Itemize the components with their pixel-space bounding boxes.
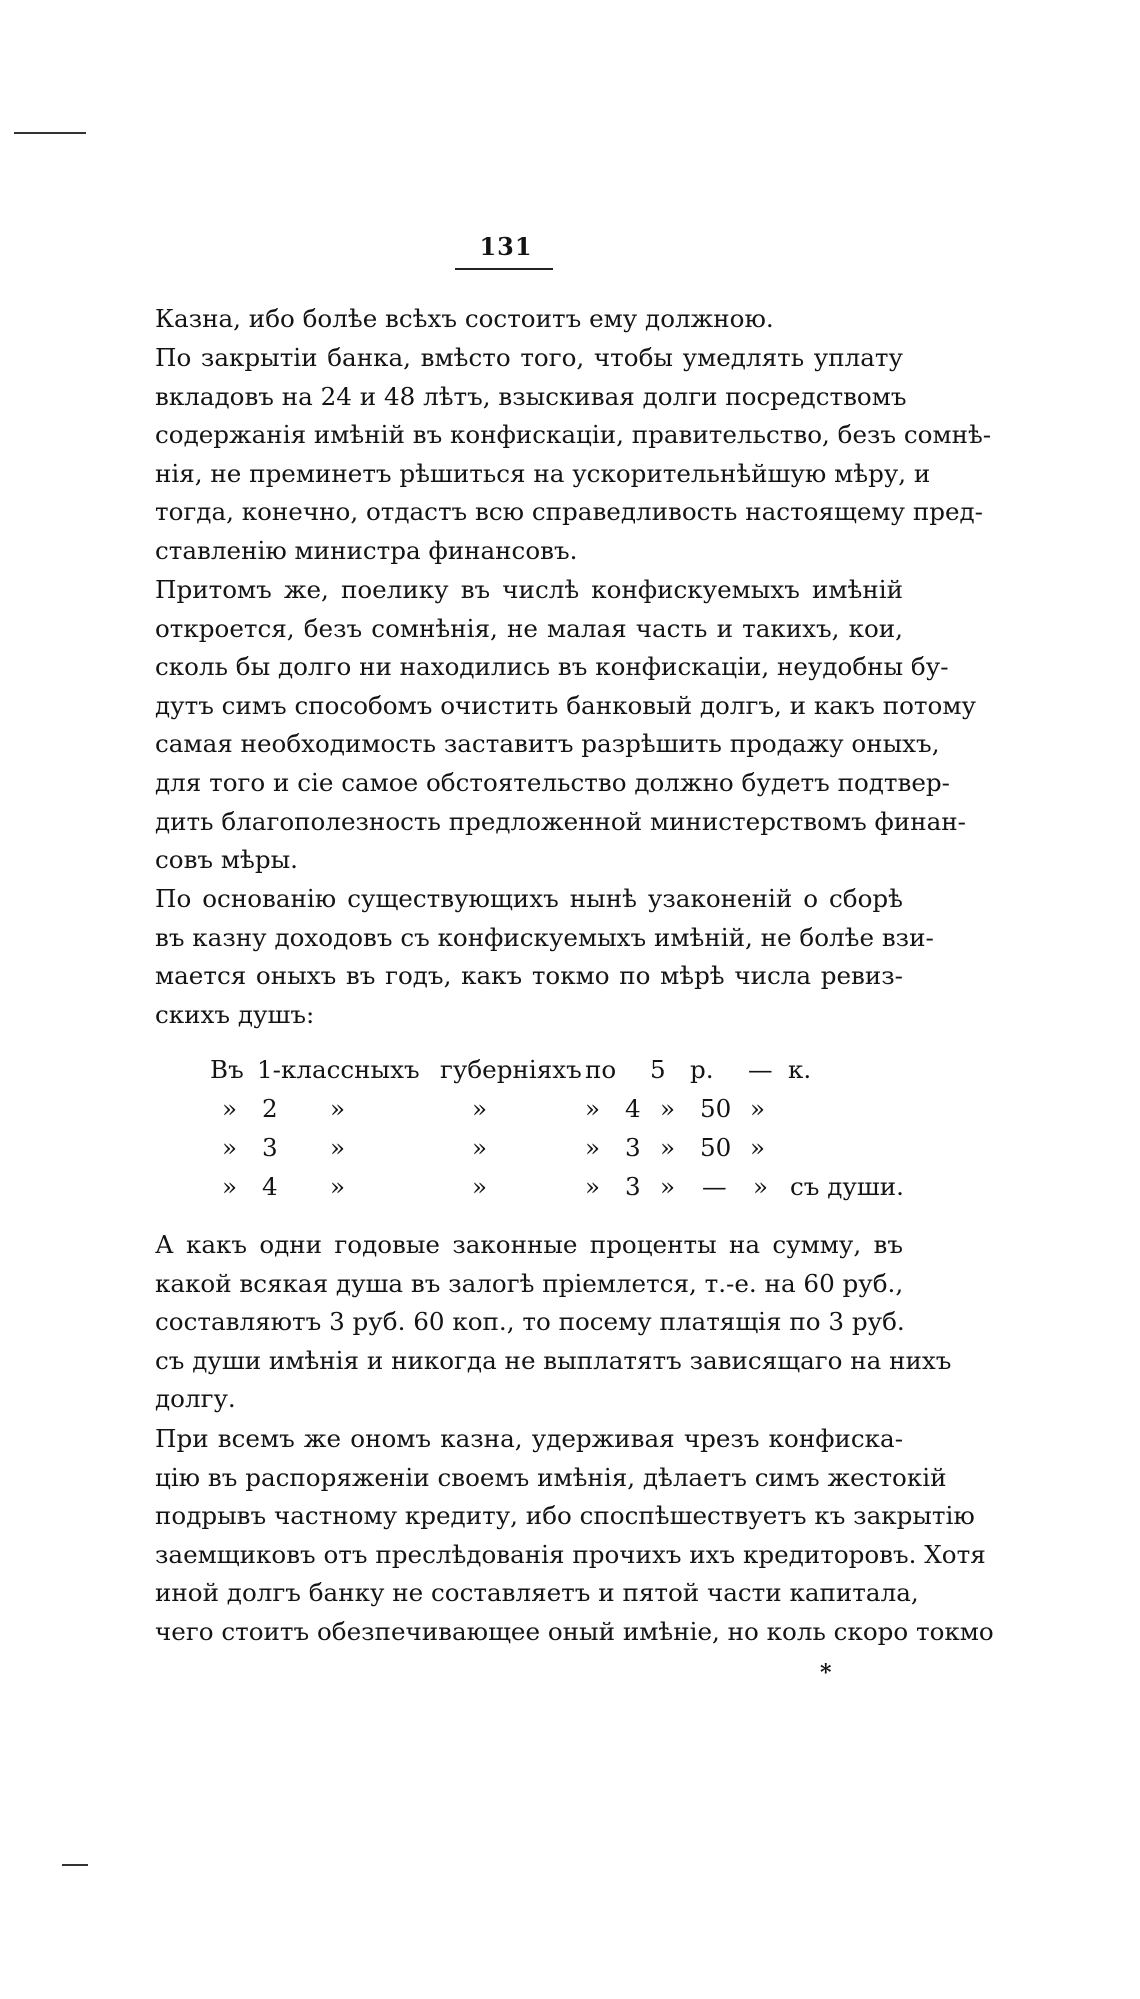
page-number-underline	[455, 268, 553, 270]
text-line: А какъ одни годовые законные проценты на сумму, въ	[155, 1230, 903, 1259]
table-cell: »	[585, 1172, 601, 1201]
text-line: Притомъ же, поелику въ числѣ конфискуемыхъ имѣній	[155, 575, 903, 604]
table-cell: Въ	[210, 1055, 244, 1084]
text-line: Казна, ибо болѣе всѣхъ состоитъ ему должною.	[155, 304, 774, 333]
table-cell: »	[660, 1133, 676, 1162]
text-line: ставленію министра финансовъ.	[155, 535, 578, 565]
table-cell: »	[330, 1094, 346, 1123]
text-line: дить благополезность предложенной министерствомъ финан-	[155, 806, 966, 836]
text-line: По основанію существующихъ нынѣ узаконеній о сборѣ	[155, 884, 903, 913]
table-cell: »	[585, 1133, 601, 1162]
table-cell: 4	[625, 1094, 641, 1123]
table-cell: —	[748, 1055, 773, 1084]
paragraph-2	[155, 339, 992, 571]
table-cell: 3	[625, 1133, 641, 1162]
text-line: составляютъ 3 руб. 60 коп., то посему платящія по 3 руб.	[155, 1307, 905, 1337]
text-line: самая необходимость заставитъ разрѣшить продажу оныхъ,	[155, 729, 940, 759]
text-line: нія, не преминетъ рѣшиться на ускорительнѣйшую мѣру, и	[155, 458, 931, 488]
table-cell: »	[750, 1094, 766, 1123]
paragraph-4	[155, 880, 934, 1034]
text-line: откроется, безъ сомнѣнія, не малая часть и такихъ, кои,	[155, 613, 903, 643]
table-row	[210, 1050, 910, 1089]
table-row	[210, 1167, 910, 1206]
text-line: съ души имѣнія и никогда не выплатятъ зависящаго на нихъ	[155, 1345, 952, 1375]
table-row	[210, 1128, 910, 1167]
text-line: вкладовъ на 24 и 48 лѣтъ, взыскивая долги посредствомъ	[155, 381, 907, 411]
table-cell: к.	[788, 1055, 812, 1084]
text-line: скихъ душъ:	[155, 999, 315, 1029]
table-cell: —	[702, 1172, 727, 1201]
table-cell: »	[472, 1094, 488, 1123]
text-line: тогда, конечно, отдастъ всю справедливость настоящему пред-	[155, 497, 983, 527]
table-cell: »	[472, 1133, 488, 1162]
paragraph-6	[155, 1420, 994, 1652]
paragraph-1	[155, 300, 903, 339]
table-cell: 5	[650, 1055, 666, 1084]
paragraph-5	[155, 1226, 952, 1419]
table-cell: »	[330, 1133, 346, 1162]
text-line: сколь бы долго ни находились въ конфискаціи, неудобны бу-	[155, 652, 949, 682]
text-line: При всемъ же ономъ казна, удерживая чрезъ конфиска-	[155, 1424, 903, 1453]
text-line: въ казну доходовъ съ конфискуемыхъ имѣній, не болѣе взи-	[155, 922, 934, 952]
text-line: содержанія имѣній въ конфискаціи, правительство, безъ сомнѣ-	[155, 420, 992, 450]
text-line: цію въ распоряженіи своемъ имѣнія, дѣлаетъ симъ жестокій	[155, 1462, 947, 1492]
text-line: совъ мѣры.	[155, 845, 298, 875]
table-cell: »	[753, 1172, 769, 1201]
table-cell: »	[222, 1094, 238, 1123]
text-line: заемщиковъ отъ преслѣдованія прочихъ ихъ кредиторовъ. Хотя	[155, 1539, 986, 1569]
text-line: подрывъ частному кредиту, ибо споспѣшествуетъ къ закрытію	[155, 1501, 975, 1531]
table-cell: »	[222, 1172, 238, 1201]
text-line: какой всякая душа въ залогѣ пріемлется, т.-е. на 60 руб.,	[155, 1268, 904, 1298]
text-line: для того и сіе самое обстоятельство должно будетъ подтвер-	[155, 767, 950, 797]
scan-artifact-bottom-left	[62, 1864, 88, 1866]
text-line: мается оныхъ въ годъ, какъ токмо по мѣрѣ числа ревиз-	[155, 961, 903, 991]
page-number: 131	[479, 232, 533, 261]
table-cell: »	[222, 1133, 238, 1162]
table-cell: по	[585, 1055, 617, 1084]
tax-rate-table	[210, 1050, 910, 1206]
table-cell: р.	[690, 1055, 714, 1084]
table-cell: 1-классныхъ	[257, 1055, 420, 1084]
table-cell: 50	[700, 1094, 732, 1123]
table-cell: »	[472, 1172, 488, 1201]
table-cell: 4	[262, 1172, 278, 1201]
table-row	[210, 1089, 910, 1128]
table-cell: съ души.	[790, 1172, 904, 1201]
table-cell: »	[660, 1094, 676, 1123]
scan-artifact-top-left	[14, 132, 86, 134]
table-cell: 2	[262, 1094, 278, 1123]
text-line: дутъ симъ способомъ очистить банковый долгъ, и какъ потому	[155, 690, 976, 720]
table-cell: 3	[625, 1172, 641, 1201]
text-line: долгу.	[155, 1384, 236, 1414]
table-cell: »	[750, 1133, 766, 1162]
text-line: чего стоитъ обезпечивающее оный имѣніе, но коль скоро токмо	[155, 1616, 994, 1646]
text-line: По закрытіи банка, вмѣсто того, чтобы умедлять уплату	[155, 343, 903, 372]
printer-mark: *	[820, 1660, 832, 1686]
text-line: иной долгъ банку не составляетъ и пятой части капитала,	[155, 1578, 919, 1608]
table-cell: »	[660, 1172, 676, 1201]
table-cell: »	[330, 1172, 346, 1201]
table-cell: »	[585, 1094, 601, 1123]
paragraph-3	[155, 571, 976, 880]
table-cell: 3	[262, 1133, 278, 1162]
table-cell: 50	[700, 1133, 732, 1162]
table-cell: губерніяхъ	[440, 1055, 582, 1084]
